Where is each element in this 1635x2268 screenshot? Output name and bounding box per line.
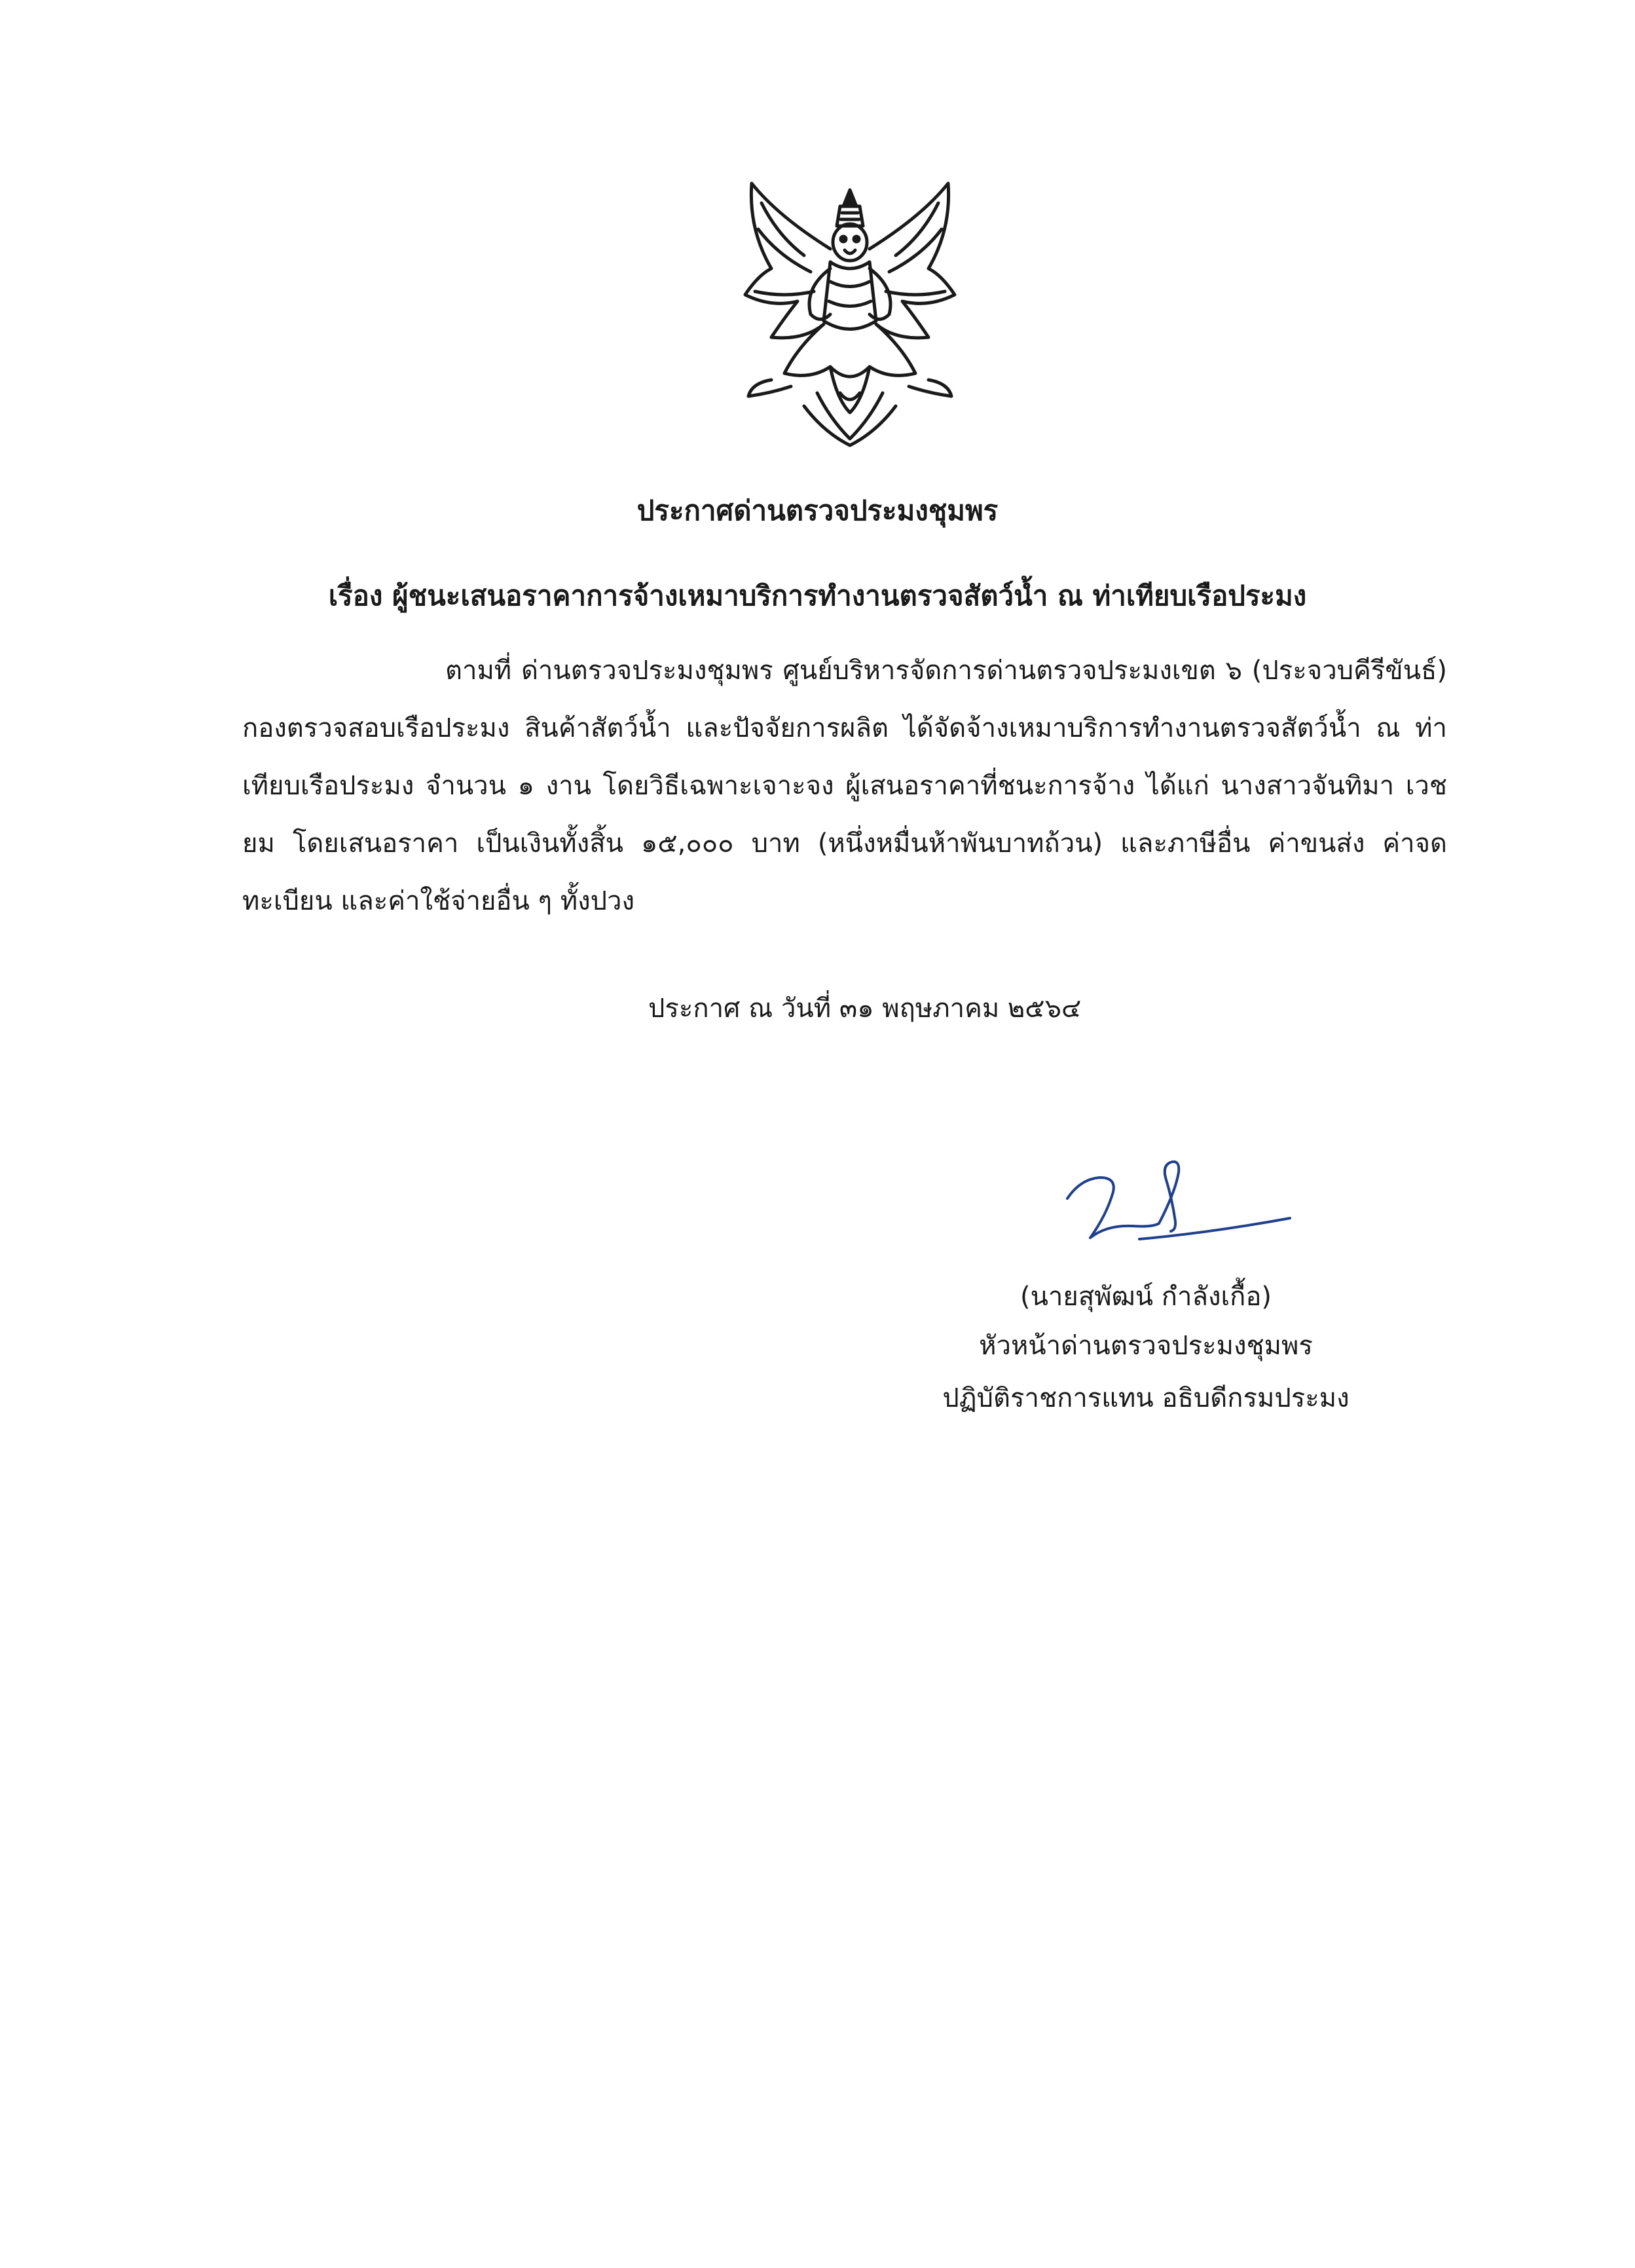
document-body [242,642,1447,930]
signer-position: หัวหน้าด่านตรวจประมงชุมพร [979,1331,1313,1361]
signer-name: (นายสุพัฒน์ กำลังเกื้อ) [1020,1282,1272,1312]
announcement-date: ประกาศ ณ วันที่ ๓๑ พฤษภาคม ๒๕๖๔ [648,994,1082,1024]
signer-acting-on-behalf: ปฏิบัติราชการแทน อธิบดีกรมประมง [942,1383,1350,1413]
body-paragraph: ตามที่ ด่านตรวจประมงชุมพร ศูนย์บริหารจัดการด่านตรวจประมงเขต ๖ (ประจวบคีรีขันธ์) กองตรวจสอบเรือประมง สินค้าสัตว์น้ำ และปัจจัยการผลิต ได้จัดจ้างเหมาบริการทำงานตรวจสัตว์น้ำ ณ ท่าเทียบเรือประมง จำนวน ๑ งาน โดยวิธีเฉพาะเจาะจง ผู้เสนอราคาที่ชนะการจ้าง ได้แก่ นางสาวจันทิมา เวชยม โดยเสนอราคา เป็นเงินทั้งสิ้น ๑๕,๐๐๐ บาท (หนึ่งหมื่นห้าพันบาทถ้วน) และภาษีอื่น ค่าขนส่ง ค่าจดทะเบียน และค่าใช้จ่ายอื่น ๆ ทั้งปวง [242,656,1447,916]
garuda-emblem-icon [732,177,968,452]
handwritten-signature [1061,1153,1296,1257]
document-subject: เรื่อง ผู้ชนะเสนอราคาการจ้างเหมาบริการทำงานตรวจสัตว์น้ำ ณ ท่าเทียบเรือประมง [328,580,1307,612]
document-title: ประกาศด่านตรวจประมงชุมพร [636,494,999,527]
